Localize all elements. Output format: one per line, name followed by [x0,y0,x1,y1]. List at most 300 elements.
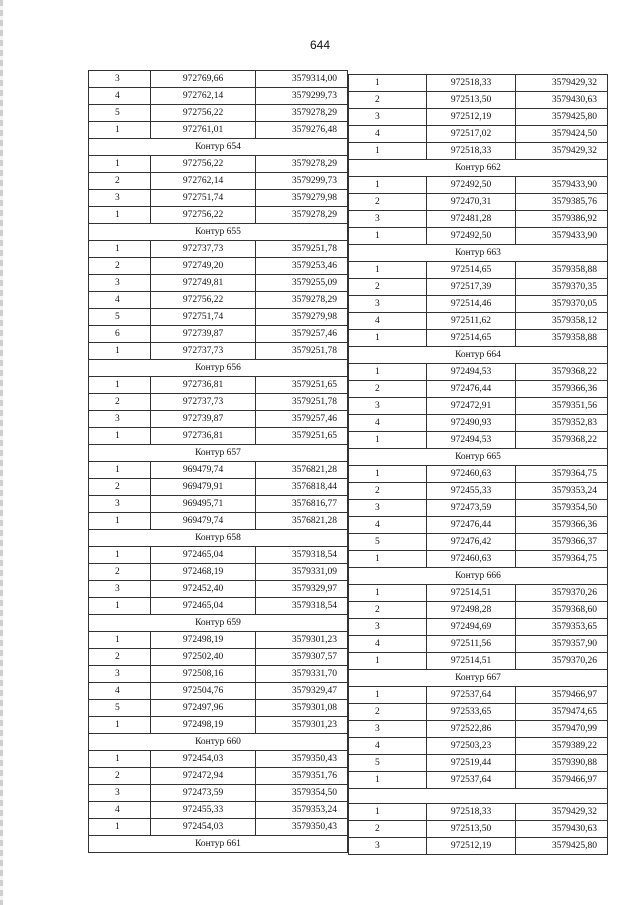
point-number: 5 [349,755,427,772]
table-row [89,598,348,615]
contour-title-row [89,139,348,156]
y-coordinate: 3579385,76 [516,194,608,211]
table-row [89,768,348,785]
y-coordinate: 3579370,35 [516,279,608,296]
table-row [89,496,348,513]
x-coordinate: 972472,91 [427,398,516,415]
table-row [89,751,348,768]
y-coordinate: 3579370,05 [516,296,608,313]
y-coordinate: 3579353,65 [516,619,608,636]
point-number: 3 [349,109,427,126]
y-coordinate: 3576816,77 [256,496,348,513]
y-coordinate: 3579253,46 [256,258,348,275]
x-coordinate: 972518,33 [427,75,516,92]
table-row [349,755,608,772]
point-number: 1 [349,653,427,670]
y-coordinate: 3579352,83 [516,415,608,432]
coordinates-table-right [348,74,608,855]
y-coordinate: 3579314,00 [256,71,348,88]
point-number: 3 [349,296,427,313]
table-row [349,381,608,398]
table-row [89,479,348,496]
point-number: 2 [349,483,427,500]
x-coordinate: 969479,74 [151,462,256,479]
table-row [349,585,608,602]
x-coordinate: 972514,65 [427,330,516,347]
contour-title-row [349,245,608,262]
table-row [349,772,608,789]
y-coordinate: 3579278,29 [256,207,348,224]
table-row [349,804,608,821]
table-row [349,177,608,194]
x-coordinate: 972492,50 [427,177,516,194]
point-number: 2 [349,381,427,398]
x-coordinate: 972494,69 [427,619,516,636]
x-coordinate: 972749,20 [151,258,256,275]
x-coordinate: 972512,19 [427,109,516,126]
x-coordinate: 972519,44 [427,755,516,772]
point-number: 3 [89,785,151,802]
point-number: 2 [89,394,151,411]
y-coordinate: 3579307,57 [256,649,348,666]
table-row [349,602,608,619]
y-coordinate: 3579354,50 [256,785,348,802]
y-coordinate: 3579466,97 [516,687,608,704]
x-coordinate: 972533,65 [427,704,516,721]
point-number: 3 [349,619,427,636]
y-coordinate: 3579329,97 [256,581,348,598]
point-number: 3 [89,71,151,88]
x-coordinate: 972756,22 [151,105,256,122]
point-number: 1 [89,241,151,258]
point-number: 3 [349,211,427,228]
contour-title: Контур 666 [349,568,608,585]
table-row [89,207,348,224]
x-coordinate: 972739,87 [151,411,256,428]
x-coordinate: 972518,33 [427,804,516,821]
contour-title: Контур 656 [89,360,348,377]
y-coordinate: 3579318,54 [256,547,348,564]
x-coordinate: 972460,63 [427,466,516,483]
x-coordinate: 972494,53 [427,432,516,449]
table-row [89,241,348,258]
point-number: 3 [349,398,427,415]
point-number: 4 [349,517,427,534]
x-coordinate: 972465,04 [151,598,256,615]
x-coordinate: 972518,33 [427,143,516,160]
x-coordinate: 972537,64 [427,772,516,789]
table-row [349,821,608,838]
point-number: 5 [89,309,151,326]
table-row [349,279,608,296]
y-coordinate: 3579331,70 [256,666,348,683]
y-coordinate: 3579430,63 [516,92,608,109]
table-row [349,517,608,534]
y-coordinate: 3579425,80 [516,838,608,855]
y-coordinate: 3579354,50 [516,500,608,517]
table-row [89,105,348,122]
table-row [89,717,348,734]
x-coordinate: 972490,93 [427,415,516,432]
x-coordinate: 972737,73 [151,343,256,360]
point-number: 3 [89,581,151,598]
table-row [349,330,608,347]
y-coordinate: 3579301,23 [256,717,348,734]
point-number: 2 [89,768,151,785]
point-number: 1 [89,428,151,445]
x-coordinate: 972761,01 [151,122,256,139]
y-coordinate: 3579276,48 [256,122,348,139]
table-row [349,143,608,160]
y-coordinate: 3579433,90 [516,177,608,194]
x-coordinate: 972473,59 [151,785,256,802]
point-number: 2 [349,602,427,619]
table-row [349,398,608,415]
table-row [349,534,608,551]
contour-title-row [89,445,348,462]
point-number: 5 [349,534,427,551]
x-coordinate: 972454,03 [151,819,256,836]
coordinates-table-left [88,70,348,853]
y-coordinate: 3579351,56 [516,398,608,415]
table-row [349,500,608,517]
table-row [349,636,608,653]
table-row [349,262,608,279]
point-number: 1 [349,585,427,602]
y-coordinate: 3579474,65 [516,704,608,721]
table-row [349,704,608,721]
point-number: 3 [89,411,151,428]
y-coordinate: 3579299,73 [256,173,348,190]
x-coordinate: 972473,59 [427,500,516,517]
point-number: 4 [349,636,427,653]
y-coordinate: 3579470,99 [516,721,608,738]
x-coordinate: 972504,76 [151,683,256,700]
table-row [89,343,348,360]
contour-title-row [349,449,608,466]
point-number: 4 [89,292,151,309]
point-number: 3 [89,275,151,292]
contour-title-row [89,530,348,547]
point-number: 4 [89,802,151,819]
point-number: 2 [349,194,427,211]
y-coordinate: 3579386,92 [516,211,608,228]
x-coordinate: 972465,04 [151,547,256,564]
x-coordinate: 969479,74 [151,513,256,530]
table-row [89,190,348,207]
y-coordinate: 3579251,78 [256,241,348,258]
contour-title-row [89,615,348,632]
x-coordinate: 972749,81 [151,275,256,292]
blank-cell [349,789,608,804]
contour-title: Контур 659 [89,615,348,632]
x-coordinate: 969495,71 [151,496,256,513]
x-coordinate: 972517,02 [427,126,516,143]
y-coordinate: 3579358,88 [516,330,608,347]
point-number: 1 [349,75,427,92]
x-coordinate: 972503,23 [427,738,516,755]
y-coordinate: 3579301,08 [256,700,348,717]
point-number: 1 [89,598,151,615]
x-coordinate: 972751,74 [151,190,256,207]
point-number: 5 [89,700,151,717]
point-number: 3 [349,838,427,855]
x-coordinate: 972762,14 [151,88,256,105]
x-coordinate: 972454,03 [151,751,256,768]
point-number: 1 [89,462,151,479]
table-row [349,92,608,109]
point-number: 4 [349,126,427,143]
point-number: 6 [89,326,151,343]
contour-title-row [89,734,348,751]
table-row [89,564,348,581]
x-coordinate: 972739,87 [151,326,256,343]
y-coordinate: 3579433,90 [516,228,608,245]
table-row [349,738,608,755]
table-row [349,721,608,738]
x-coordinate: 969479,91 [151,479,256,496]
point-number: 1 [89,343,151,360]
y-coordinate: 3579424,50 [516,126,608,143]
table-row [89,173,348,190]
y-coordinate: 3579466,97 [516,772,608,789]
point-number: 4 [349,738,427,755]
x-coordinate: 972492,50 [427,228,516,245]
x-coordinate: 972513,50 [427,92,516,109]
x-coordinate: 972522,86 [427,721,516,738]
x-coordinate: 972476,42 [427,534,516,551]
table-row [89,700,348,717]
y-coordinate: 3579278,29 [256,105,348,122]
y-coordinate: 3579389,22 [516,738,608,755]
table-row [349,432,608,449]
point-number: 1 [89,547,151,564]
table-row [349,194,608,211]
point-number: 1 [349,687,427,704]
point-number: 2 [349,821,427,838]
table-row [89,462,348,479]
table-row [349,551,608,568]
table-row [349,228,608,245]
y-coordinate: 3576821,28 [256,513,348,530]
table-row [89,819,348,836]
table-row [89,547,348,564]
point-number: 3 [349,721,427,738]
x-coordinate: 972508,16 [151,666,256,683]
y-coordinate: 3579429,32 [516,143,608,160]
x-coordinate: 972751,74 [151,309,256,326]
table-row [89,122,348,139]
point-number: 1 [349,432,427,449]
contour-title-row [89,224,348,241]
contour-title: Контур 654 [89,139,348,156]
point-number: 2 [89,479,151,496]
point-number: 1 [349,143,427,160]
contour-title-row [349,347,608,364]
x-coordinate: 972472,94 [151,768,256,785]
x-coordinate: 972736,81 [151,428,256,445]
contour-title: Контур 660 [89,734,348,751]
contour-title: Контур 662 [349,160,608,177]
page-edge [0,0,3,905]
x-coordinate: 972470,31 [427,194,516,211]
x-coordinate: 972511,62 [427,313,516,330]
y-coordinate: 3579350,43 [256,751,348,768]
point-number: 1 [349,262,427,279]
point-number: 1 [89,207,151,224]
x-coordinate: 972494,53 [427,364,516,381]
y-coordinate: 3579425,80 [516,109,608,126]
x-coordinate: 972497,96 [151,700,256,717]
table-row [89,785,348,802]
table-row [89,258,348,275]
point-number: 2 [89,258,151,275]
contour-title: Контур 658 [89,530,348,547]
point-number: 3 [349,500,427,517]
table-row [89,156,348,173]
y-coordinate: 3579370,26 [516,585,608,602]
point-number: 1 [349,466,427,483]
y-coordinate: 3579299,73 [256,88,348,105]
x-coordinate: 972511,56 [427,636,516,653]
point-number: 1 [349,551,427,568]
table-row [89,411,348,428]
point-number: 1 [89,751,151,768]
x-coordinate: 972756,22 [151,292,256,309]
x-coordinate: 972514,65 [427,262,516,279]
contour-title-row [89,836,348,853]
table-row [349,466,608,483]
y-coordinate: 3579390,88 [516,755,608,772]
point-number: 1 [89,122,151,139]
table-row [349,364,608,381]
table-row [349,415,608,432]
point-number: 2 [89,649,151,666]
point-number: 1 [349,364,427,381]
point-number: 1 [349,772,427,789]
table-row [349,296,608,313]
y-coordinate: 3579364,75 [516,551,608,568]
table-row [89,88,348,105]
x-coordinate: 972514,51 [427,585,516,602]
point-number: 1 [89,632,151,649]
table-row [349,313,608,330]
table-row [349,75,608,92]
x-coordinate: 972481,28 [427,211,516,228]
contour-title: Контур 665 [349,449,608,466]
table-row [89,649,348,666]
point-number: 3 [89,190,151,207]
x-coordinate: 972537,64 [427,687,516,704]
table-row [89,666,348,683]
x-coordinate: 972512,19 [427,838,516,855]
point-number: 1 [89,717,151,734]
y-coordinate: 3579370,26 [516,653,608,670]
table-row [89,309,348,326]
point-number: 3 [89,496,151,513]
point-number: 2 [349,704,427,721]
y-coordinate: 3579279,98 [256,190,348,207]
x-coordinate: 972756,22 [151,156,256,173]
y-coordinate: 3579430,63 [516,821,608,838]
point-number: 1 [89,377,151,394]
y-coordinate: 3579251,65 [256,428,348,445]
point-number: 2 [349,92,427,109]
blank-row [349,789,608,804]
x-coordinate: 972468,19 [151,564,256,581]
x-coordinate: 972756,22 [151,207,256,224]
point-number: 1 [349,228,427,245]
y-coordinate: 3579429,32 [516,804,608,821]
y-coordinate: 3579257,46 [256,326,348,343]
contour-title-row [349,568,608,585]
table-row [89,683,348,700]
point-number: 1 [349,177,427,194]
x-coordinate: 972762,14 [151,173,256,190]
x-coordinate: 972737,73 [151,394,256,411]
contour-title: Контур 667 [349,670,608,687]
point-number: 4 [89,683,151,700]
table-row [89,71,348,88]
y-coordinate: 3579251,78 [256,343,348,360]
y-coordinate: 3579279,98 [256,309,348,326]
table-row [89,802,348,819]
table-row [349,483,608,500]
table-row [89,394,348,411]
table-row [89,292,348,309]
table-row [349,687,608,704]
x-coordinate: 972498,19 [151,632,256,649]
point-number: 3 [89,666,151,683]
contour-title-row [89,360,348,377]
y-coordinate: 3579366,36 [516,517,608,534]
x-coordinate: 972513,50 [427,821,516,838]
y-coordinate: 3579350,43 [256,819,348,836]
x-coordinate: 972455,33 [427,483,516,500]
point-number: 1 [349,804,427,821]
contour-title: Контур 661 [89,836,348,853]
y-coordinate: 3579357,90 [516,636,608,653]
y-coordinate: 3579251,65 [256,377,348,394]
x-coordinate: 972736,81 [151,377,256,394]
table-row [349,838,608,855]
x-coordinate: 972498,19 [151,717,256,734]
y-coordinate: 3579278,29 [256,292,348,309]
y-coordinate: 3579255,09 [256,275,348,292]
point-number: 1 [89,156,151,173]
table-row [89,377,348,394]
y-coordinate: 3579353,24 [516,483,608,500]
x-coordinate: 972502,40 [151,649,256,666]
point-number: 1 [89,819,151,836]
y-coordinate: 3579351,76 [256,768,348,785]
contour-title: Контур 655 [89,224,348,241]
table-row [349,211,608,228]
y-coordinate: 3579366,37 [516,534,608,551]
y-coordinate: 3579301,23 [256,632,348,649]
point-number: 4 [349,415,427,432]
page-number: 644 [309,38,331,52]
table-row [349,126,608,143]
contour-title: Контур 657 [89,445,348,462]
contour-title: Контур 664 [349,347,608,364]
y-coordinate: 3579329,47 [256,683,348,700]
point-number: 5 [89,105,151,122]
x-coordinate: 972476,44 [427,517,516,534]
y-coordinate: 3576818,44 [256,479,348,496]
contour-title-row [349,160,608,177]
table-row [89,275,348,292]
